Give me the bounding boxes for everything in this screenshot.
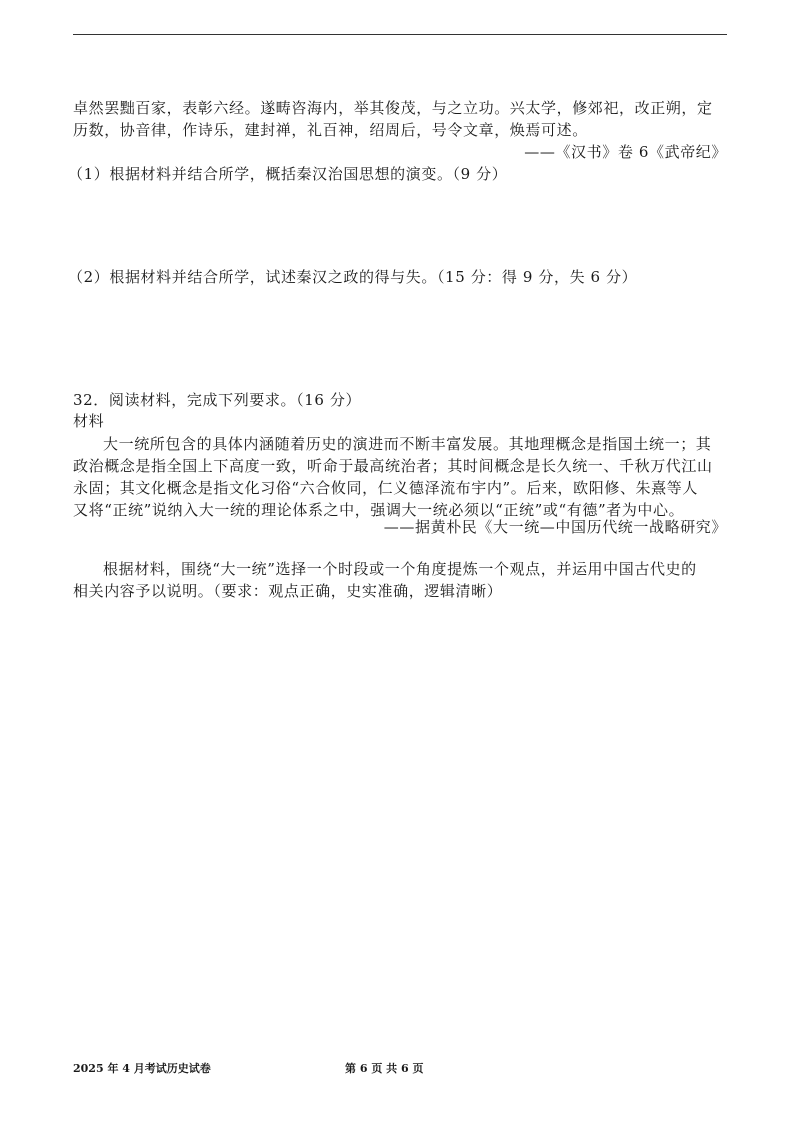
- footer-exam-title: 2025 年 4 月考试历史试卷: [73, 1062, 211, 1075]
- header-rule: [73, 34, 727, 35]
- material-31-line-2: 历数，协音律，作诗乐，建封禅，礼百神，绍周后，号令文章，焕焉可述。: [73, 121, 588, 139]
- material-32-source: ——据黄朴民《大一统—中国历代统一战略研究》: [383, 518, 727, 536]
- material-label: 材料: [73, 412, 105, 430]
- material-32-line-2: 政治概念是指全国上下高度一致，听命于最高统治者；其时间概念是长久统一、千秋万代江山: [73, 457, 713, 475]
- question-32-instruction-2: 相关内容予以说明。（要求：观点正确，史实准确，逻辑清晰）: [73, 582, 503, 600]
- question-31-2: （2）根据材料并结合所学，试述秦汉之政的得与失。（15 分：得 9 分，失 6 分）: [68, 268, 638, 286]
- material-31-line-1: 卓然罢黜百家，表彰六经。遂畴咨海内，举其俊茂，与之立功。兴太学，修郊祀，改正朔，定: [73, 99, 713, 117]
- footer-page-number: 第 6 页 共 6 页: [345, 1062, 424, 1075]
- question-32-instruction-1: 根据材料，围绕“大一统”选择一个时段或一个角度提炼一个观点，并运用中国古代史的: [103, 560, 697, 578]
- material-32-line-1: 大一统所包含的具体内涵随着历史的演进而不断丰富发展。其地理概念是指国土统一；其: [103, 435, 712, 453]
- material-32-line-4: 又将“正统”说纳入大一统的理论体系之中，强调大一统必须以“正统”或“有德”者为中心。: [73, 501, 685, 519]
- material-32-line-3: 永固；其文化概念是指文化习俗“六合攸同，仁义德泽流布宇内”。后来，欧阳修、朱熹等人: [73, 479, 698, 497]
- material-31-source: ——《汉书》卷 6《武帝纪》: [524, 143, 727, 161]
- question-32-title: 32．阅读材料，完成下列要求。（16 分）: [73, 391, 362, 409]
- question-31-1: （1）根据材料并结合所学，概括秦汉治国思想的演变。（9 分）: [68, 165, 508, 183]
